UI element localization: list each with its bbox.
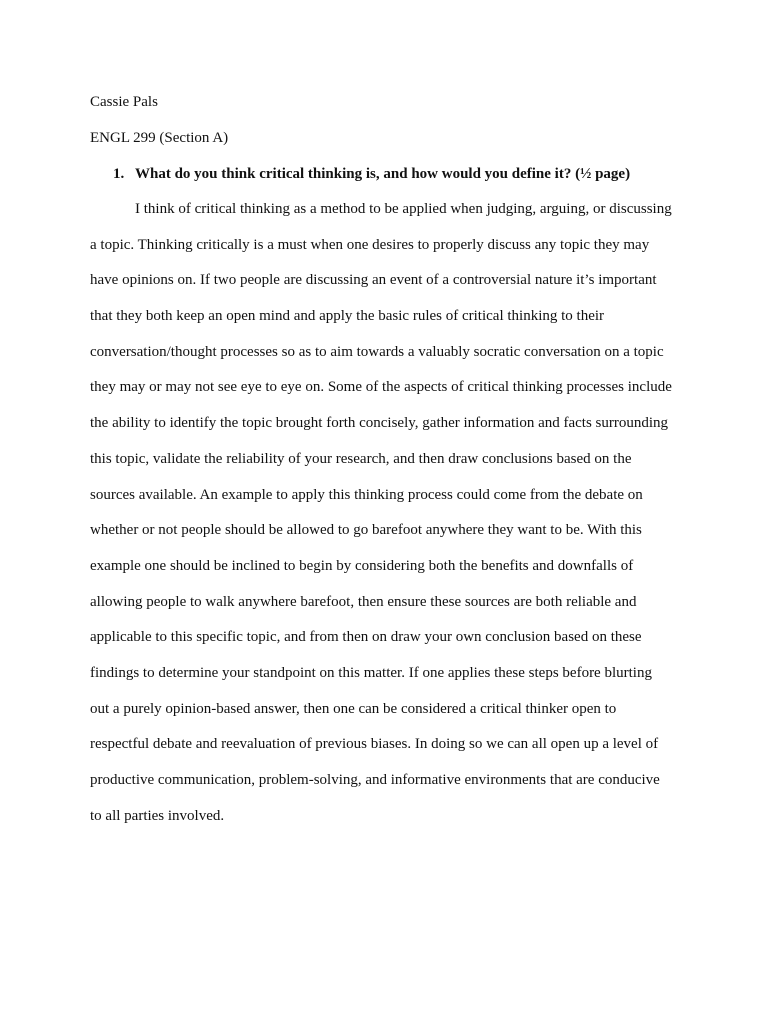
paragraph-line: applicable to this specific topic, and from then on draw your own conclusion based on these (90, 629, 642, 646)
paragraph-line: I think of critical thinking as a method to be applied when judging, arguing, or discussing (135, 201, 672, 217)
paragraph-line: conversation/thought processes so as to aim towards a valuably socratic conversation on a topic (90, 343, 664, 360)
paragraph-line: productive communication, problem-solving, and informative environments that are conducive (90, 772, 660, 788)
paragraph-line: they may or may not see eye to eye on. Some of the aspects of critical thinking processes include (90, 379, 672, 396)
paragraph-line: sources available. An example to apply this thinking process could come from the debate on (90, 486, 643, 503)
paragraph-line: a topic. Thinking critically is a must when one desires to properly discuss any topic they may (90, 236, 650, 253)
question-text: What do you think critical thinking is, and how would you define it? (½ page) (135, 166, 631, 182)
course-title: ENGL 299 (Section A) (90, 130, 229, 146)
paragraph-line: this topic, validate the reliability of your research, and then draw conclusions based on the (90, 450, 632, 467)
paragraph-line: whether or not people should be allowed to go barefoot anywhere they want to be. With this (90, 522, 642, 539)
paragraph-line: out a purely opinion-based answer, then one can be considered a critical thinker open to (90, 700, 617, 717)
paragraph-line: respectful debate and reevaluation of previous biases. In doing so we can all open up a level of (90, 736, 659, 753)
paragraph-line: findings to determine your standpoint on this matter. If one applies these steps before blurting (90, 664, 652, 681)
paragraph-line: example one should be inclined to begin by considering both the benefits and downfalls of (90, 557, 634, 574)
paragraph-line: allowing people to walk anywhere barefoot, then ensure these sources are both reliable and (90, 593, 637, 610)
paragraph-line: have opinions on. If two people are discussing an event of a controversial nature it’s important (90, 272, 657, 289)
answer-paragraph (90, 200, 690, 842)
question-1 (113, 165, 630, 183)
question-number: 1. (113, 166, 125, 182)
paragraph-line: to all parties involved. (90, 807, 225, 824)
paragraph-line: that they both keep an open mind and apply the basic rules of critical thinking to their (90, 308, 605, 325)
paragraph-line: the ability to identify the topic brought forth concisely, gather information and facts surrounding (90, 415, 669, 432)
author-name: Cassie Pals (90, 94, 158, 110)
